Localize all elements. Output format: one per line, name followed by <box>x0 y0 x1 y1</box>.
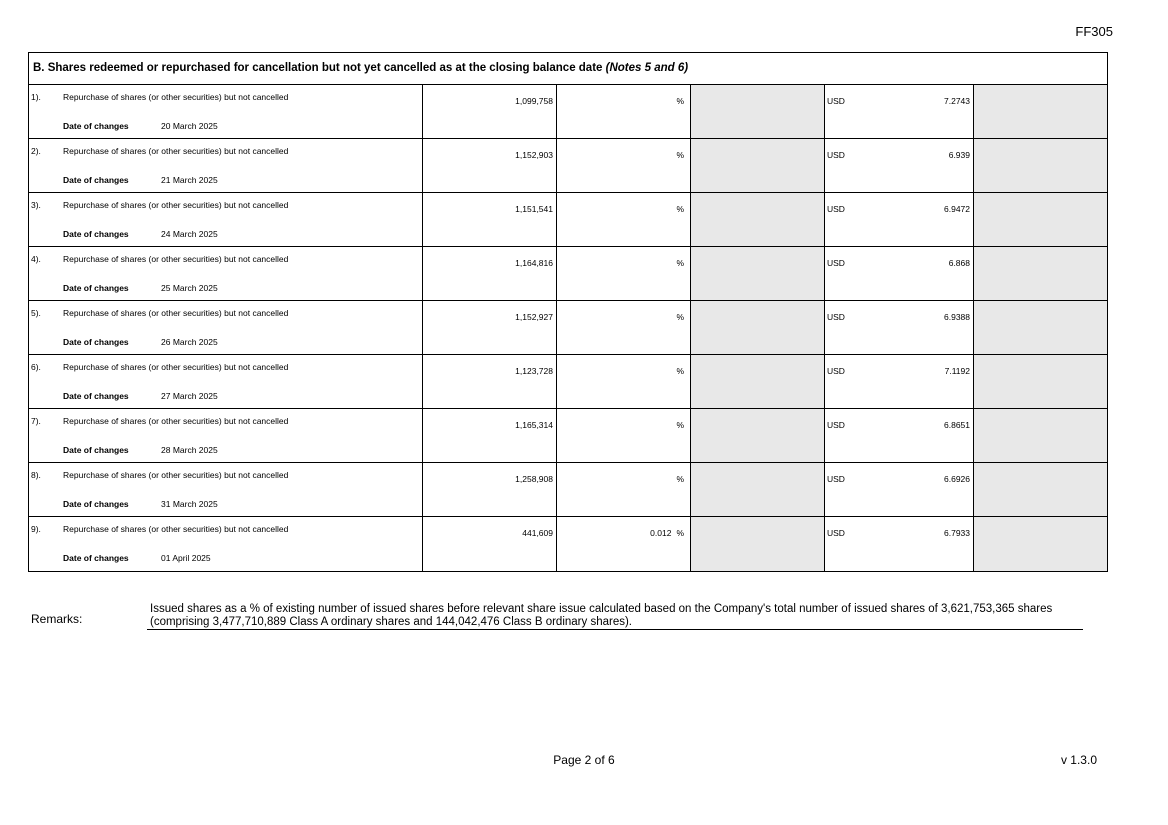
price-value: 6.868 <box>948 258 970 268</box>
currency-code: USD <box>827 96 845 106</box>
percent-cell <box>557 247 691 300</box>
description-cell <box>29 247 423 300</box>
percent-cell <box>557 409 691 462</box>
price-value: 7.1192 <box>944 366 970 376</box>
row-description: Repurchase of shares (or other securities) but not cancelled <box>63 200 289 210</box>
page-number: Page 2 of 6 <box>553 753 615 767</box>
description-cell <box>29 463 423 516</box>
shares-count: 1,099,758 <box>515 96 553 106</box>
table-row <box>29 355 1107 409</box>
row-description: Repurchase of shares (or other securities) but not cancelled <box>63 416 289 426</box>
shaded-cell <box>974 247 1107 300</box>
description-cell <box>29 193 423 246</box>
price-value: 6.9472 <box>944 204 970 214</box>
currency-code: USD <box>827 528 845 538</box>
shaded-cell <box>974 517 1107 571</box>
shares-count: 1,165,314 <box>515 420 553 430</box>
currency-code: USD <box>827 258 845 268</box>
section-title-main: B. Shares redeemed or repurchased for cancellation but not yet cancelled as at the closing balance date <box>33 62 606 74</box>
percent-cell <box>557 301 691 354</box>
date-of-changes-value: 24 March 2025 <box>161 229 218 239</box>
date-of-changes-label: Date of changes <box>63 499 129 509</box>
form-code: FF305 <box>1075 24 1113 39</box>
remarks-label: Remarks: <box>31 612 83 626</box>
date-of-changes-label: Date of changes <box>63 445 129 455</box>
percent-cell <box>557 193 691 246</box>
table-row <box>29 301 1107 355</box>
version-label: v 1.3.0 <box>1060 753 1097 767</box>
percent-sign: % <box>676 150 684 160</box>
price-value: 6.9388 <box>944 312 970 322</box>
shaded-cell <box>691 355 825 408</box>
row-description: Repurchase of shares (or other securities) but not cancelled <box>63 362 289 372</box>
shaded-cell <box>974 355 1107 408</box>
shares-cell <box>423 355 557 408</box>
table-row <box>29 193 1107 247</box>
shares-cell <box>423 139 557 192</box>
percent-sign: % <box>676 474 684 484</box>
shaded-cell <box>974 139 1107 192</box>
shares-cell <box>423 301 557 354</box>
table-row <box>29 463 1107 517</box>
shaded-cell <box>691 193 825 246</box>
shaded-cell <box>974 463 1107 516</box>
description-cell <box>29 85 423 138</box>
row-number: 9). <box>31 524 41 534</box>
row-number: 4). <box>31 254 41 264</box>
percent-cell <box>557 355 691 408</box>
date-of-changes-value: 01 April 2025 <box>161 553 211 563</box>
price-cell <box>825 409 974 462</box>
row-description: Repurchase of shares (or other securities) but not cancelled <box>63 254 289 264</box>
row-number: 5). <box>31 308 41 318</box>
shaded-cell <box>974 301 1107 354</box>
shares-cell <box>423 247 557 300</box>
currency-code: USD <box>827 204 845 214</box>
shaded-cell <box>691 517 825 571</box>
date-of-changes-value: 26 March 2025 <box>161 337 218 347</box>
table-body <box>29 85 1107 571</box>
percent-cell <box>557 85 691 138</box>
date-of-changes-label: Date of changes <box>63 229 129 239</box>
percent-sign: % <box>676 258 684 268</box>
shares-count: 1,123,728 <box>515 366 553 376</box>
price-value: 6.7933 <box>944 528 970 538</box>
shaded-cell <box>691 301 825 354</box>
percent-cell <box>557 517 691 571</box>
shares-count: 1,164,816 <box>515 258 553 268</box>
price-cell <box>825 193 974 246</box>
row-number: 7). <box>31 416 41 426</box>
price-cell <box>825 301 974 354</box>
price-cell <box>825 463 974 516</box>
currency-code: USD <box>827 150 845 160</box>
description-cell <box>29 301 423 354</box>
row-description: Repurchase of shares (or other securities) but not cancelled <box>63 92 289 102</box>
percent-cell <box>557 139 691 192</box>
date-of-changes-label: Date of changes <box>63 283 129 293</box>
shares-cell <box>423 463 557 516</box>
shaded-cell <box>974 85 1107 138</box>
row-description: Repurchase of shares (or other securities) but not cancelled <box>63 146 289 156</box>
date-of-changes-label: Date of changes <box>63 121 129 131</box>
row-description: Repurchase of shares (or other securities) but not cancelled <box>63 308 289 318</box>
percent-cell <box>557 463 691 516</box>
price-cell <box>825 85 974 138</box>
price-value: 7.2743 <box>944 96 970 106</box>
row-number: 1). <box>31 92 41 102</box>
price-cell <box>825 355 974 408</box>
row-number: 3). <box>31 200 41 210</box>
percent-sign: % <box>676 204 684 214</box>
repurchase-table <box>28 52 1108 572</box>
shares-cell <box>423 85 557 138</box>
shares-count: 1,151,541 <box>515 204 553 214</box>
shares-count: 441,609 <box>522 528 553 538</box>
row-number: 8). <box>31 470 41 480</box>
table-row <box>29 409 1107 463</box>
description-cell <box>29 139 423 192</box>
section-title-notes: (Notes 5 and 6) <box>605 62 689 74</box>
table-row <box>29 247 1107 301</box>
shaded-cell <box>691 247 825 300</box>
date-of-changes-value: 20 March 2025 <box>161 121 218 131</box>
shaded-cell <box>974 193 1107 246</box>
table-row <box>29 85 1107 139</box>
date-of-changes-value: 31 March 2025 <box>161 499 218 509</box>
date-of-changes-label: Date of changes <box>63 553 129 563</box>
price-value: 6.8651 <box>944 420 970 430</box>
date-of-changes-label: Date of changes <box>63 337 129 347</box>
shares-cell <box>423 517 557 571</box>
date-of-changes-value: 25 March 2025 <box>161 283 218 293</box>
currency-code: USD <box>827 366 845 376</box>
row-number: 2). <box>31 146 41 156</box>
price-value: 6.939 <box>948 150 970 160</box>
currency-code: USD <box>827 420 845 430</box>
shares-count: 1,152,903 <box>515 150 553 160</box>
table-row <box>29 517 1107 571</box>
percent-sign: % <box>676 366 684 376</box>
row-description: Repurchase of shares (or other securities) but not cancelled <box>63 524 289 534</box>
shaded-cell <box>691 85 825 138</box>
percent-value: 0.012 <box>650 528 672 538</box>
shaded-cell <box>691 139 825 192</box>
percent-sign: % <box>676 420 684 430</box>
currency-code: USD <box>827 474 845 484</box>
price-value: 6.6926 <box>944 474 970 484</box>
description-cell <box>29 517 423 571</box>
remarks-text: Issued shares as a % of existing number of issued shares before relevant share issue calculated based on the Company's total number of issued shares of 3,621,753,365 shares (comprising 3,477,710,889 Class A ordinary shares and 144,042,476 Class B ordinary shares). <box>147 603 1083 630</box>
date-of-changes-value: 27 March 2025 <box>161 391 218 401</box>
date-of-changes-value: 28 March 2025 <box>161 445 218 455</box>
shares-cell <box>423 193 557 246</box>
percent-sign: % <box>676 96 684 106</box>
currency-code: USD <box>827 312 845 322</box>
shares-count: 1,258,908 <box>515 474 553 484</box>
table-row <box>29 139 1107 193</box>
description-cell <box>29 355 423 408</box>
row-number: 6). <box>31 362 41 372</box>
description-cell <box>29 409 423 462</box>
shares-cell <box>423 409 557 462</box>
section-title <box>29 53 1107 85</box>
price-cell <box>825 247 974 300</box>
percent-sign: % <box>676 312 684 322</box>
date-of-changes-value: 21 March 2025 <box>161 175 218 185</box>
date-of-changes-label: Date of changes <box>63 391 129 401</box>
price-cell <box>825 517 974 571</box>
row-description: Repurchase of shares (or other securities) but not cancelled <box>63 470 289 480</box>
shaded-cell <box>691 463 825 516</box>
percent-sign: % <box>676 528 684 538</box>
shares-count: 1,152,927 <box>515 312 553 322</box>
shaded-cell <box>974 409 1107 462</box>
shaded-cell <box>691 409 825 462</box>
date-of-changes-label: Date of changes <box>63 175 129 185</box>
price-cell <box>825 139 974 192</box>
